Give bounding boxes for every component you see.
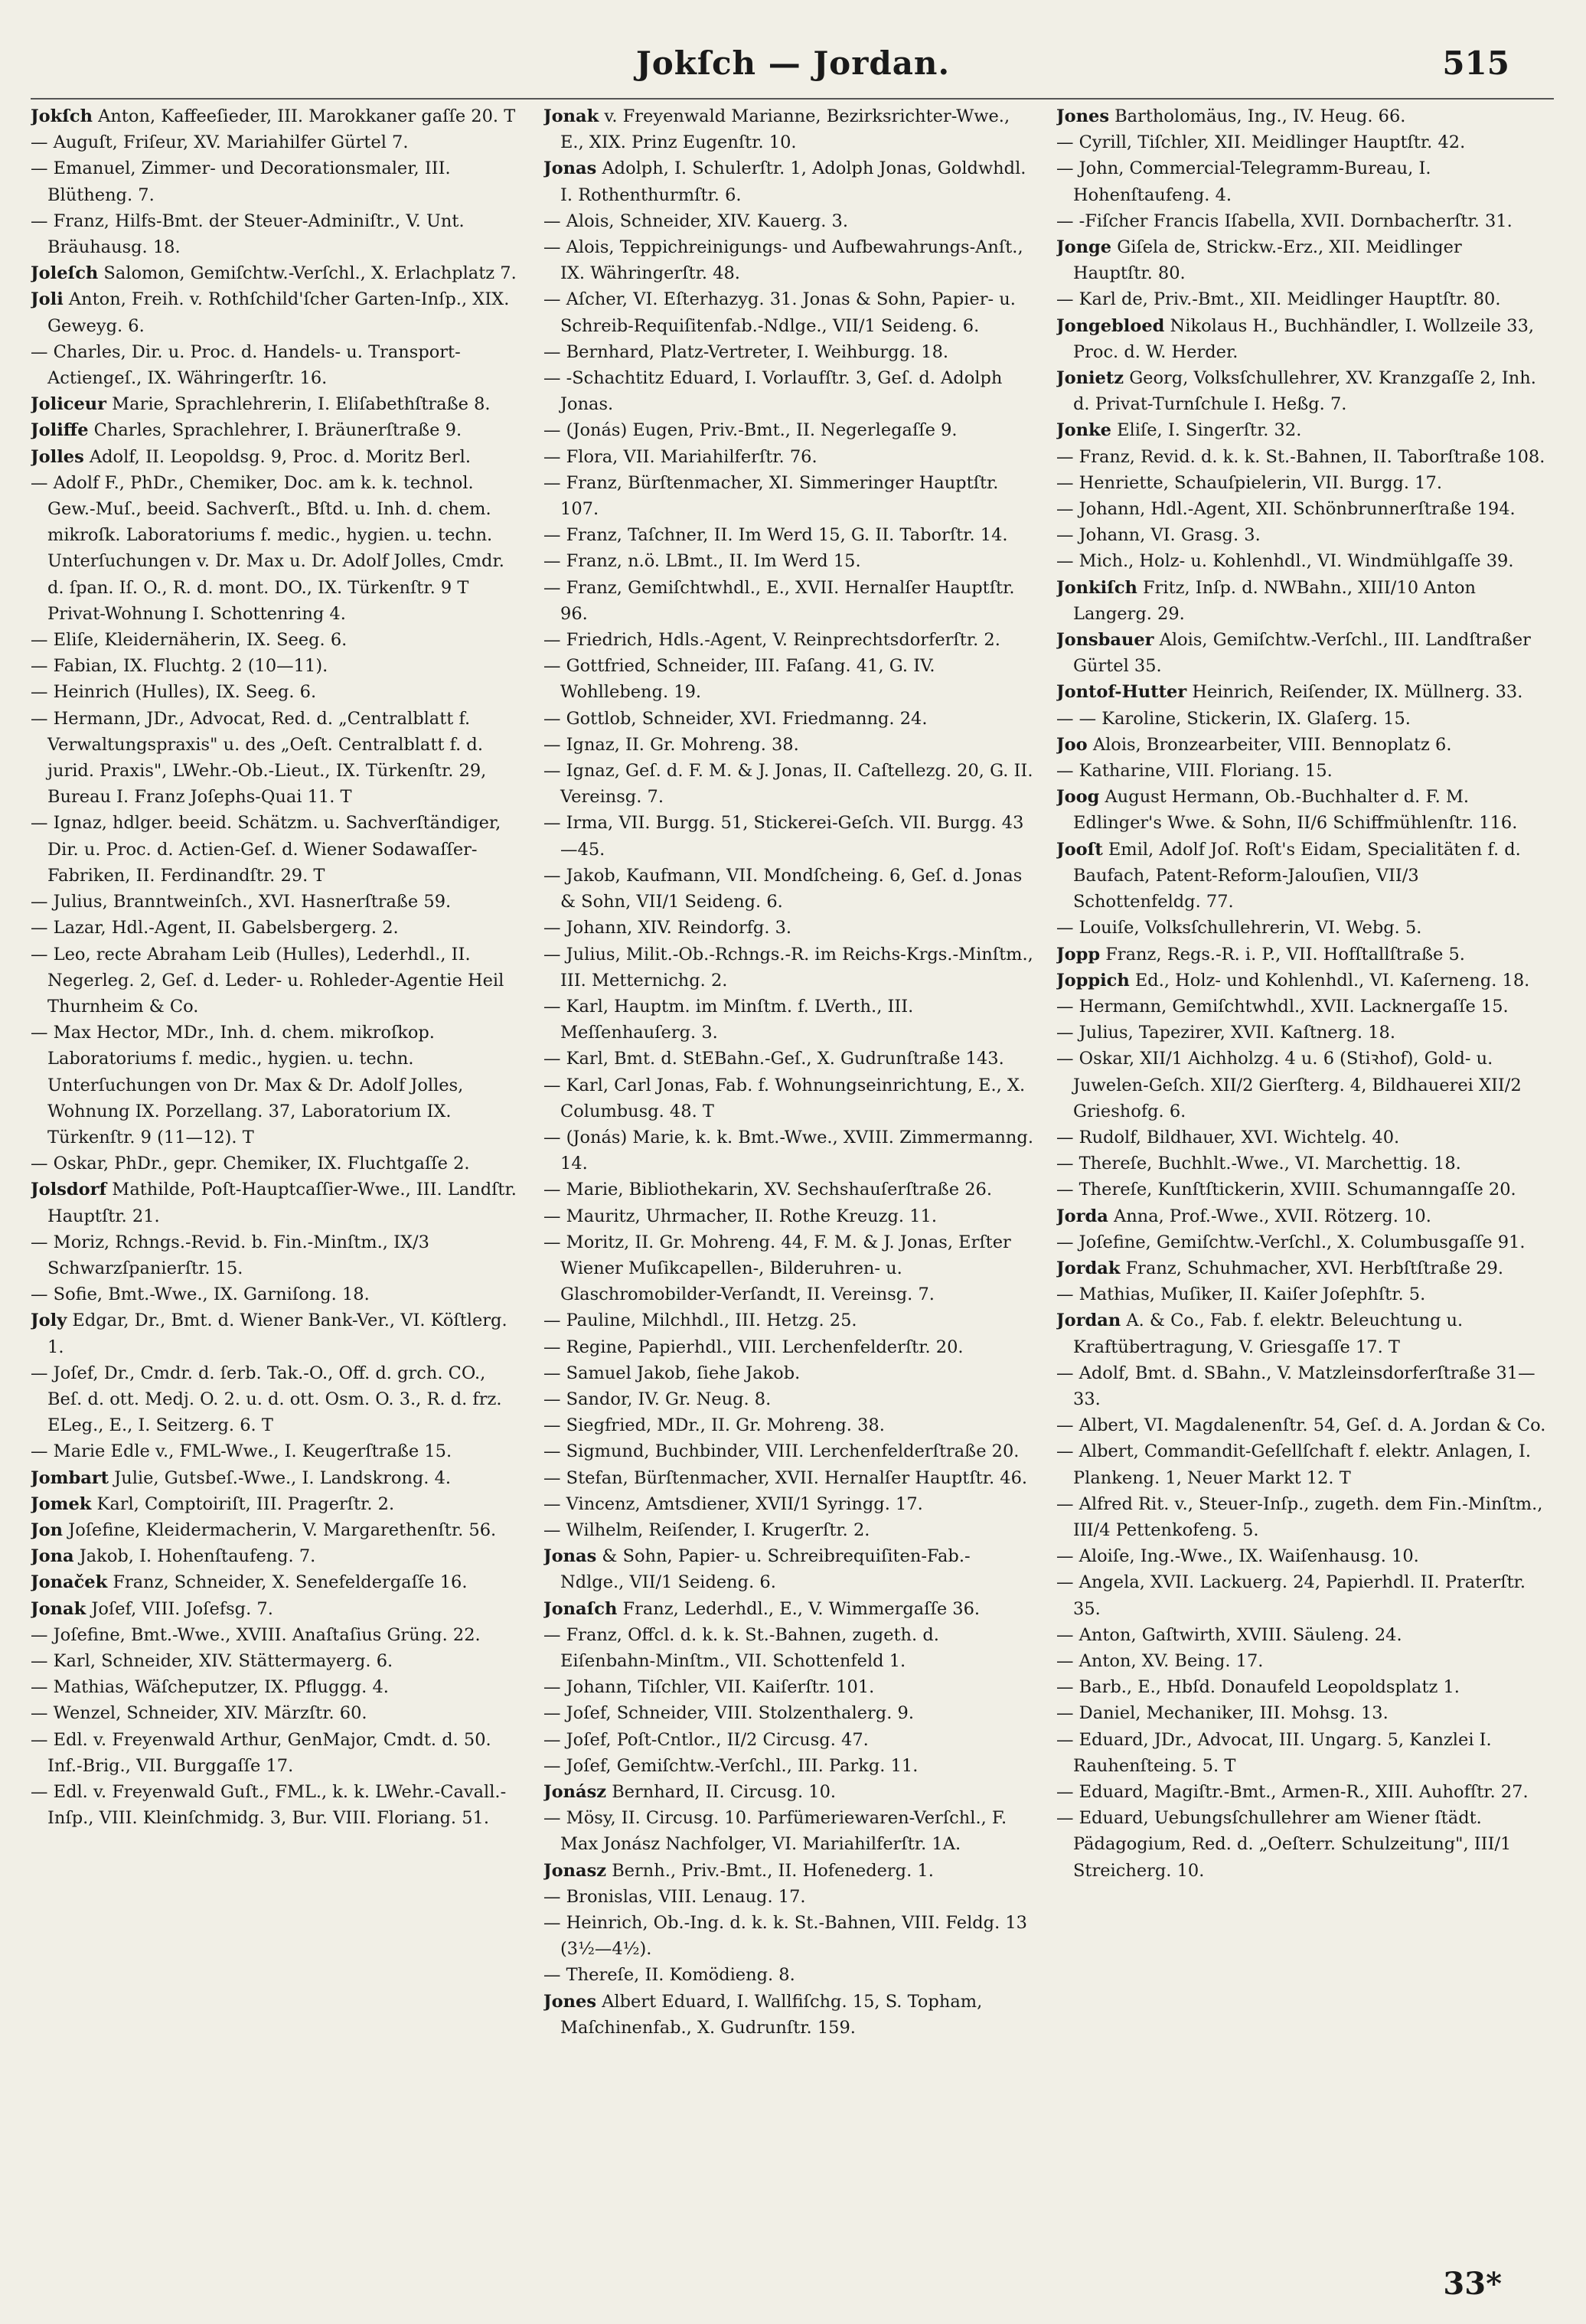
directory-entry: — Sigmund, Buchbinder, VIII. Lerchenfelderſtraße 20. (543, 1441, 1020, 1462)
directory-entry: Joliffe Charles, Sprachlehrer, I. Bräunerſtraße 9. (31, 420, 462, 441)
directory-entry: — (Jonás) Marie, k. k. Bmt.-Wwe., XVIII. Zimmermanng. 14. (543, 1127, 1033, 1174)
directory-entry: — Karl, Carl Jonas, Fab. f. Wohnungseinrichtung, E., X. Columbusg. 48. T (543, 1075, 1026, 1121)
directory-entry: — Mathias, Muſiker, II. Kaiſer Joſephſtr. 5. (1056, 1284, 1426, 1305)
directory-entry: — Julius, Milit.-Ob.-Rchngs.-R. im Reichs-Krgs.-Minſtm., III. Metternichg. 2. (543, 944, 1033, 991)
directory-entry: — Jakob, Kaufmann, VII. Mondſcheing. 6, Geſ. d. Jonas & Sohn, VII/1 Seideng. 6. (543, 865, 1023, 912)
directory-entry: Jonietz Georg, Volksſchullehrer, XV. Kranzgaſſe 2, Inh. d. Privat-Turnſchule I. Heßg. 7. (1056, 368, 1536, 415)
directory-entry: Jomek Karl, Comptoiriſt, III. Pragerſtr. 2. (31, 1493, 395, 1514)
directory-entry: — Franz, Bürſtenmacher, XI. Simmeringer Hauptſtr. 107. (543, 472, 999, 520)
directory-entry: — Anton, XV. Being. 17. (1056, 1650, 1264, 1671)
directory-entry: — Oskar, XII/1 Aichholzg. 4 u. 6 (Stiꝛhof), Gold- u. Juwelen-Geſch. XII/2 Gierſterg. 4, Bildhauerei XII/2 Grieshofg. 6. (1056, 1049, 1522, 1121)
directory-entry: Jordan A. & Co., Fab. f. elektr. Beleuchtung u. Kraftübertragung, V. Griesgaſſe 17. T (1056, 1311, 1464, 1357)
directory-entry: Jona Jakob, I. Hohenſtaufeng. 7. (31, 1546, 316, 1567)
directory-entry: — Eduard, Uebungsſchullehrer am Wiener ſtädt. Pädagogium, Red. d. „Oeſterr. Schulzeitung", III/1 Streicherg. 10. (1056, 1808, 1512, 1881)
directory-entry: — Henriette, Schauſpielerin, VII. Burgg. 17. (1056, 472, 1442, 493)
directory-entry: — Emanuel, Zimmer- und Decorationsmaler, III. Blütheng. 7. (31, 158, 451, 205)
directory-entry: Jonge Giſela de, Strickw.-Erz., XII. Meidlinger Hauptſtr. 80. (1056, 237, 1462, 284)
directory-entry: — Aloiſe, Ing.-Wwe., IX. Waiſenhausg. 10. (1056, 1546, 1419, 1567)
directory-entry: Joo Alois, Bronzearbeiter, VIII. Bennoplatz 6. (1056, 734, 1452, 755)
directory-entry: Jonak Joſef, VIII. Joſefsg. 7. (31, 1598, 273, 1619)
directory-entry: Jonkiſch Fritz, Inſp. d. NWBahn., XIII/10 Anton Langerg. 29. (1056, 577, 1476, 624)
directory-entry: Jorda Anna, Prof.-Wwe., XVII. Rötzerg. 10. (1056, 1206, 1431, 1226)
directory-entry: — Anton, Gaſtwirth, XVIII. Säuleng. 24. (1056, 1624, 1402, 1645)
directory-entry: — Moriz, Rchngs.-Revid. b. Fin.-Minſtm., IX/3 Schwarzſpanierſtr. 15. (31, 1232, 429, 1278)
directory-entry: — Sofie, Bmt.-Wwe., IX. Garniſong. 18. (31, 1284, 370, 1305)
directory-entry: Jones Bartholomäus, Ing., IV. Heug. 66. (1056, 106, 1406, 126)
directory-entry: — John, Commercial-Telegramm-Bureau, I. Hohenſtaufeng. 4. (1056, 158, 1431, 205)
directory-entry: — Katharine, VIII. Floriang. 15. (1056, 761, 1333, 782)
directory-entry: — Mathias, Wäſcheputzer, IX. Pfluggg. 4. (31, 1677, 389, 1698)
directory-entry: — Heinrich, Ob.-Ing. d. k. k. St.-Bahnen, VIII. Feldg. 13 (3½—4½). (543, 1913, 1027, 1960)
directory-entry: — Edl. v. Freyenwald Arthur, GenMajor, Cmdt. d. 50. Inf.-Brig., VII. Burggaſſe 17. (31, 1729, 491, 1776)
directory-entry: — Rudolf, Bildhauer, XVI. Wichtelg. 40. (1056, 1127, 1400, 1147)
directory-entry: — Oskar, PhDr., gepr. Chemiker, IX. Fluchtgaſſe 2. (31, 1154, 470, 1174)
directory-entry: — Joſef, Dr., Cmdr. d. ſerb. Tak.-O., Off. d. grch. CO., Beſ. d. ott. Medj. O. 2. u. d. ott. Osm. O. 3., R. d. frz. ELeg., E., I. Seitzerg. 6. T (31, 1363, 502, 1436)
directory-entry: — Vincenz, Amtsdiener, XVII/1 Syringg. 17. (543, 1493, 923, 1514)
directory-entry: Joly Edgar, Dr., Bmt. d. Wiener Bank-Ver., VI. Köſtlerg. 1. (31, 1311, 507, 1357)
directory-entry: — Franz, n.ö. LBmt., II. Im Werd 15. (543, 551, 861, 572)
directory-entry: — Pauline, Milchhdl., III. Hetzg. 25. (543, 1311, 857, 1331)
directory-entry: — Joſefine, Bmt.-Wwe., XVIII. Anaſtaſius Grüng. 22. (31, 1624, 481, 1645)
directory-entry: — Johann, XIV. Reindorfg. 3. (543, 918, 792, 938)
directory-entry: — Franz, Taſchner, II. Im Werd 15, G. II. Taborſtr. 14. (543, 525, 1008, 546)
directory-entry: — Daniel, Mechaniker, III. Mohsg. 13. (1056, 1703, 1389, 1724)
directory-entry: — Julius, Branntweinſch., XVI. Hasnerſtraße 59. (31, 892, 452, 912)
directory-entry: — Thereſe, Kunſtſtickerin, XVIII. Schumanngaſſe 20. (1056, 1180, 1516, 1200)
directory-entry: — Adolf, Bmt. d. SBahn., V. Matzleinsdorferſtraße 31—33. (1056, 1363, 1535, 1409)
directory-entry: Jordak Franz, Schuhmacher, XVI. Herbſtſtraße 29. (1056, 1258, 1503, 1278)
directory-entry: — Eliſe, Kleidernäherin, IX. Seeg. 6. (31, 630, 348, 651)
directory-entry: — Joſefine, Gemiſchtw.-Verſchl., X. Columbusgaſſe 91. (1056, 1232, 1526, 1252)
directory-entry: — Ignaz, II. Gr. Mohreng. 38. (543, 734, 799, 755)
directory-entry: Jontof-Hutter Heinrich, Reiſender, IX. Müllnerg. 33. (1056, 682, 1523, 703)
header-rule (31, 98, 1554, 100)
directory-entry: — Karl, Bmt. d. StEBahn.-Geſ., X. Gudrunſtraße 143. (543, 1049, 1004, 1069)
directory-entry: — Alois, Teppichreinigungs- und Aufbewahrungs-Anſt., IX. Währingerſtr. 48. (543, 237, 1023, 284)
directory-entry: — Thereſe, Buchhlt.-Wwe., VI. Marchettig. 18. (1056, 1154, 1461, 1174)
directory-entry: — Eduard, Magiſtr.-Bmt., Armen-R., XIII. Auhofſtr. 27. (1056, 1782, 1529, 1802)
directory-entry: — Hermann, JDr., Advocat, Red. d. „Centralblatt f. Verwaltungspraxis" u. des „Oeſt. Centralblatt f. d. jurid. Praxis", LWehr.-Ob.-Lieut., IX. Türkenſtr. 29, Bureau I. Franz Joſephs-Quai 11. T (31, 708, 487, 808)
directory-entry: Joog August Hermann, Ob.-Buchhalter d. F. M. Edlinger's Wwe. & Sohn, II/6 Schiffmühlenſtr. 116. (1056, 787, 1518, 834)
directory-entry: — Franz, Hilfs-Bmt. der Steuer-Adminiſtr., V. Unt. Bräuhausg. 18. (31, 211, 465, 258)
directory-entry: — Gottlob, Schneider, XVI. Friedmanng. 24. (543, 708, 928, 729)
directory-entry: — Johann, VI. Grasg. 3. (1056, 525, 1261, 546)
directory-entry: — Cyrill, Tiſchler, XII. Meidlinger Hauptſtr. 42. (1056, 132, 1466, 153)
directory-entry: — Johann, Tiſchler, VII. Kaiſerſtr. 101. (543, 1677, 875, 1698)
directory-entry: Joliceur Marie, Sprachlehrerin, I. Eliſabethſtraße 8. (31, 394, 491, 415)
directory-entry: — Hermann, Gemiſchtwhdl., XVII. Lacknergaſſe 15. (1056, 996, 1509, 1017)
directory-entry: — Franz, Gemiſchtwhdl., E., XVII. Hernalſer Hauptſtr. 96. (543, 577, 1015, 624)
directory-entry: — Karl, Hauptm. im Minſtm. f. LVerth., III. Meſſenhauſerg. 3. (543, 996, 914, 1043)
directory-entry: — Stefan, Bürſtenmacher, XVII. Hernalſer Hauptſtr. 46. (543, 1467, 1028, 1488)
directory-entry: — Thereſe, II. Komödieng. 8. (543, 1965, 795, 1986)
page-header (0, 44, 1586, 98)
directory-entry: Jon Joſefine, Kleidermacherin, V. Margarethenſtr. 56. (31, 1519, 497, 1540)
directory-entry: — Sandor, IV. Gr. Neug. 8. (543, 1389, 772, 1409)
signature-mark: 33* (1443, 2266, 1502, 2302)
directory-entry: Jonaſch Franz, Lederhdl., E., V. Wimmergaſſe 36. (543, 1598, 981, 1619)
directory-entry: — -Schachtitz Eduard, I. Vorlaufſtr. 3, Geſ. d. Adolph Jonas. (543, 368, 1003, 415)
directory-entry: Jopp Franz, Regs.-R. i. P., VII. Hofſtallſtraße 5. (1056, 944, 1465, 965)
directory-entry: — Wenzel, Schneider, XIV. Märzſtr. 60. (31, 1703, 367, 1724)
directory-entry: — Karl de, Priv.-Bmt., XII. Meidlinger Hauptſtr. 80. (1056, 289, 1501, 310)
directory-entry: Jongebloed Nikolaus H., Buchhändler, I. Wollzeile 33, Proc. d. W. Herder. (1056, 315, 1535, 362)
directory-entry: Jones Albert Eduard, I. Wallfiſchg. 15, S. Topham, Maſchinenfab., X. Gudrunſtr. 159. (543, 1991, 983, 2038)
directory-entry: Jolles Adolf, II. Leopoldsg. 9, Proc. d. Moritz Berl. (31, 446, 472, 467)
directory-entry: Jonaček Franz, Schneider, X. Senefeldergaſſe 16. (31, 1572, 468, 1593)
directory-entry: — Bronislas, VIII. Lenaug. 17. (543, 1886, 806, 1907)
directory-entry: — Joſef, Poſt-Cntlor., II/2 Circusg. 47. (543, 1729, 869, 1750)
directory-entry: — Karl, Schneider, XIV. Stättermayerg. 6. (31, 1650, 393, 1671)
directory-entry: — Fabian, IX. Fluchtg. 2 (10—11). (31, 656, 328, 677)
directory-entry: Jonas Adolph, I. Schulerſtr. 1, Adolph Jonas, Goldwhdl. I. Rothenthurmſtr. 6. (543, 158, 1026, 205)
directory-entry: — Auguſt, Friſeur, XV. Mariahilfer Gürtel 7. (31, 132, 409, 153)
directory-entry: — Alois, Schneider, XIV. Kauerg. 3. (543, 211, 848, 231)
column-2 (543, 103, 1033, 2231)
directory-entry: — Wilhelm, Reiſender, I. Krugerſtr. 2. (543, 1519, 870, 1540)
directory-entry: — Edl. v. Freyenwald Guſt., FML., k. k. LWehr.-Cavall.-Inſp., VIII. Kleinſchmidg. 3, Bur. VIII. Floriang. 51. (31, 1782, 507, 1829)
directory-entry: — Mauritz, Uhrmacher, II. Rothe Kreuzg. 11. (543, 1206, 937, 1226)
directory-entry: — Joſef, Schneider, VIII. Stolzenthalerg. 9. (543, 1703, 914, 1724)
directory-entry: — Louiſe, Volksſchullehrerin, VI. Webg. 5. (1056, 918, 1422, 938)
directory-entry: — Marie, Bibliothekarin, XV. Sechshauſerſtraße 26. (543, 1180, 993, 1200)
directory-entry: — Siegfried, MDr., II. Gr. Mohreng. 38. (543, 1415, 885, 1436)
directory-entry: Jonász Bernhard, II. Circusg. 10. (543, 1782, 837, 1802)
directory-entry: — Ignaz, Geſ. d. F. M. & J. Jonas, II. Caſtellezg. 20, G. II. Vereinsg. 7. (543, 761, 1033, 808)
directory-entry: — Max Hector, MDr., Inh. d. chem. mikroſkop. Laboratoriums f. medic., hygien. u. techn. Unterſuchungen von Dr. Max & Dr. Adolf Jolles, Wohnung IX. Porzellang. 37, Laboratorium IX. Türkenſtr. 9 (11—12). T (31, 1023, 464, 1147)
directory-entry: — Moritz, II. Gr. Mohreng. 44, F. M. & J. Jonas, Erſter Wiener Muſikcapellen-, Bilderuhren- u. Glaschromobilder-Verſandt, II. Vereinsg. 7. (543, 1232, 1011, 1305)
directory-entry: — Marie Edle v., FML-Wwe., I. Keugerſtraße 15. (31, 1441, 452, 1462)
column-3 (1056, 103, 1546, 2231)
directory-entry: Jonak v. Freyenwald Marianne, Bezirksrichter-Wwe., E., XIX. Prinz Eugenſtr. 10. (543, 106, 1010, 153)
directory-entry: — Regine, Papierhdl., VIII. Lerchenfelderſtr. 20. (543, 1337, 964, 1357)
running-head: Jokſch — Jordan. (635, 44, 951, 82)
directory-entry: — Leo, recte Abraham Leib (Hulles), Lederhdl., II. Negerleg. 2, Geſ. d. Leder- u. Rohleder-Agentie Heil Thurnheim & Co. (31, 944, 504, 1017)
directory-entry: — Eduard, JDr., Advocat, III. Ungarg. 5, Kanzlei I. Rauhenſteing. 5. T (1056, 1729, 1492, 1776)
directory-entry: Jombart Julie, Gutsbeſ.-Wwe., I. Landskrong. 4. (31, 1467, 452, 1488)
directory-entry: — Albert, VI. Magdalenenſtr. 54, Geſ. d. A. Jordan & Co. (1056, 1415, 1546, 1436)
directory-entry: — Albert, Commandit-Geſellſchaft f. elektr. Anlagen, I. Plankeng. 1, Neuer Markt 12. T (1056, 1441, 1532, 1488)
directory-entry: — — Karoline, Stickerin, IX. Glaſerg. 15. (1056, 708, 1411, 729)
directory-entry: Joleſch Salomon, Gemiſchtw.-Verſchl., X. Erlachplatz 7. (31, 263, 517, 284)
directory-entry: — Friedrich, Hdls.-Agent, V. Reinprechtsdorferſtr. 2. (543, 630, 1000, 651)
directory-entry: — Franz, Revid. d. k. k. St.-Bahnen, II. Taborſtraße 108. (1056, 446, 1545, 467)
directory-entry: — Johann, Hdl.-Agent, XII. Schönbrunnerſtraße 194. (1056, 499, 1516, 520)
directory-entry: — Joſef, Gemiſchtw.-Verſchl., III. Parkg. 11. (543, 1755, 919, 1776)
directory-entry: — Franz, Offcl. d. k. k. St.-Bahnen, zugeth. d. Eiſenbahn-Minſtm., VII. Schottenfeld 1. (543, 1624, 939, 1671)
directory-entry: — Charles, Dir. u. Proc. d. Handels- u. Transport-Actiengeſ., IX. Währingerſtr. 16. (31, 341, 461, 389)
directory-entry: Jonas & Sohn, Papier- u. Schreibrequiſiten-Fab.-Ndlge., VII/1 Seideng. 6. (543, 1546, 971, 1593)
directory-entry: — Julius, Tapezirer, XVII. Kaſtnerg. 18. (1056, 1023, 1395, 1043)
directory-entry: — Mösy, II. Circusg. 10. Parfümeriewaren-Verſchl., F. Max Jonász Nachfolger, VI. Mariahilferſtr. 1A. (543, 1808, 1007, 1855)
directory-entry: — Ignaz, hdlger. beeid. Schätzm. u. Sachverſtändiger, Dir. u. Proc. d. Actien-Geſ. d. Wiener Sodawaſſer-Fabriken, II. Ferdinandſtr. 29. T (31, 813, 501, 886)
directory-entry: — Aſcher, VI. Eſterhazyg. 31. Jonas & Sohn, Papier- u. Schreib-Requiſitenfab.-Ndlge., VII/1 Seideng. 6. (543, 289, 1016, 336)
directory-entry: — Bernhard, Platz-Vertreter, I. Weihburgg. 18. (543, 341, 949, 362)
directory-entry: — Barb., E., Hbſd. Donaufeld Leopoldsplatz 1. (1056, 1677, 1460, 1698)
directory-entry: Jonke Eliſe, I. Singerſtr. 32. (1056, 420, 1302, 441)
directory-entry: Joli Anton, Freih. v. Rothſchild'ſcher Garten-Inſp., XIX. Geweyg. 6. (31, 289, 510, 336)
directory-entry: Jonasz Bernh., Priv.-Bmt., II. Hofenederg. 1. (543, 1860, 934, 1881)
directory-entry: — -Fiſcher Francis Iſabella, XVII. Dornbacherſtr. 31. (1056, 211, 1513, 231)
directory-entry: — Gottfried, Schneider, III. Faſang. 41, G. IV. Wohllebeng. 19. (543, 656, 935, 703)
directory-entry: — Heinrich (Hulles), IX. Seeg. 6. (31, 682, 317, 703)
directory-entry: — Alfred Rit. v., Steuer-Inſp., zugeth. dem Fin.-Minſtm., III/4 Pettenkofeng. 5. (1056, 1493, 1543, 1540)
directory-entry: Joppich Ed., Holz- und Kohlenhdl., VI. Kaſerneng. 18. (1056, 970, 1530, 991)
directory-entry: — (Jonás) Eugen, Priv.-Bmt., II. Negerlegaſſe 9. (543, 420, 958, 441)
directory-entry: Jokſch Anton, Kaffeeſieder, III. Marokkaner gaſſe 20. T (31, 106, 516, 126)
directory-entry: — Flora, VII. Mariahilferſtr. 76. (543, 446, 817, 467)
directory-entry: — Samuel Jakob, ſiehe Jakob. (543, 1363, 801, 1383)
directory-entry: — Irma, VII. Burgg. 51, Stickerei-Geſch. VII. Burgg. 43—45. (543, 813, 1024, 860)
directory-entry: — Angela, XVII. Lackuerg. 24, Papierhdl. II. Praterſtr. 35. (1056, 1572, 1526, 1619)
directory-entry: — Mich., Holz- u. Kohlenhdl., VI. Windmühlgaſſe 39. (1056, 551, 1514, 572)
directory-entry: — Adolf F., PhDr., Chemiker, Doc. am k. k. technol. Gew.-Muſ., beeid. Sachverſt., Bſtd. u. Inh. d. chem. mikroſk. Laboratoriums f. medic., hygien. u. techn. Unterſuchungen v. Dr. Max u. Dr. Adolf Jolles, Cmdr. d. ſpan. Iſ. O., R. d. mont. DO., IX. Türkenſtr. 9 T Privat-Wohnung I. Schottenring 4. (31, 472, 504, 624)
page-number: 515 (1442, 44, 1509, 82)
directory-entry: Jonsbauer Alois, Gemiſchtw.-Verſchl., III. Landſtraßer Gürtel 35. (1056, 630, 1531, 677)
directory-entry: Jooſt Emil, Adolf Joſ. Roſt's Eidam, Specialitäten f. d. Baufach, Patent-Reform-Jalouſien, VII/3 Schottenfeldg. 77. (1056, 839, 1521, 912)
directory-entry: Jolsdorf Mathilde, Poſt-Hauptcaſſier-Wwe., III. Landſtr. Hauptſtr. 21. (31, 1180, 517, 1226)
column-1 (31, 103, 521, 2231)
directory-entry: — Lazar, Hdl.-Agent, II. Gabelsbergerg. 2. (31, 918, 399, 938)
